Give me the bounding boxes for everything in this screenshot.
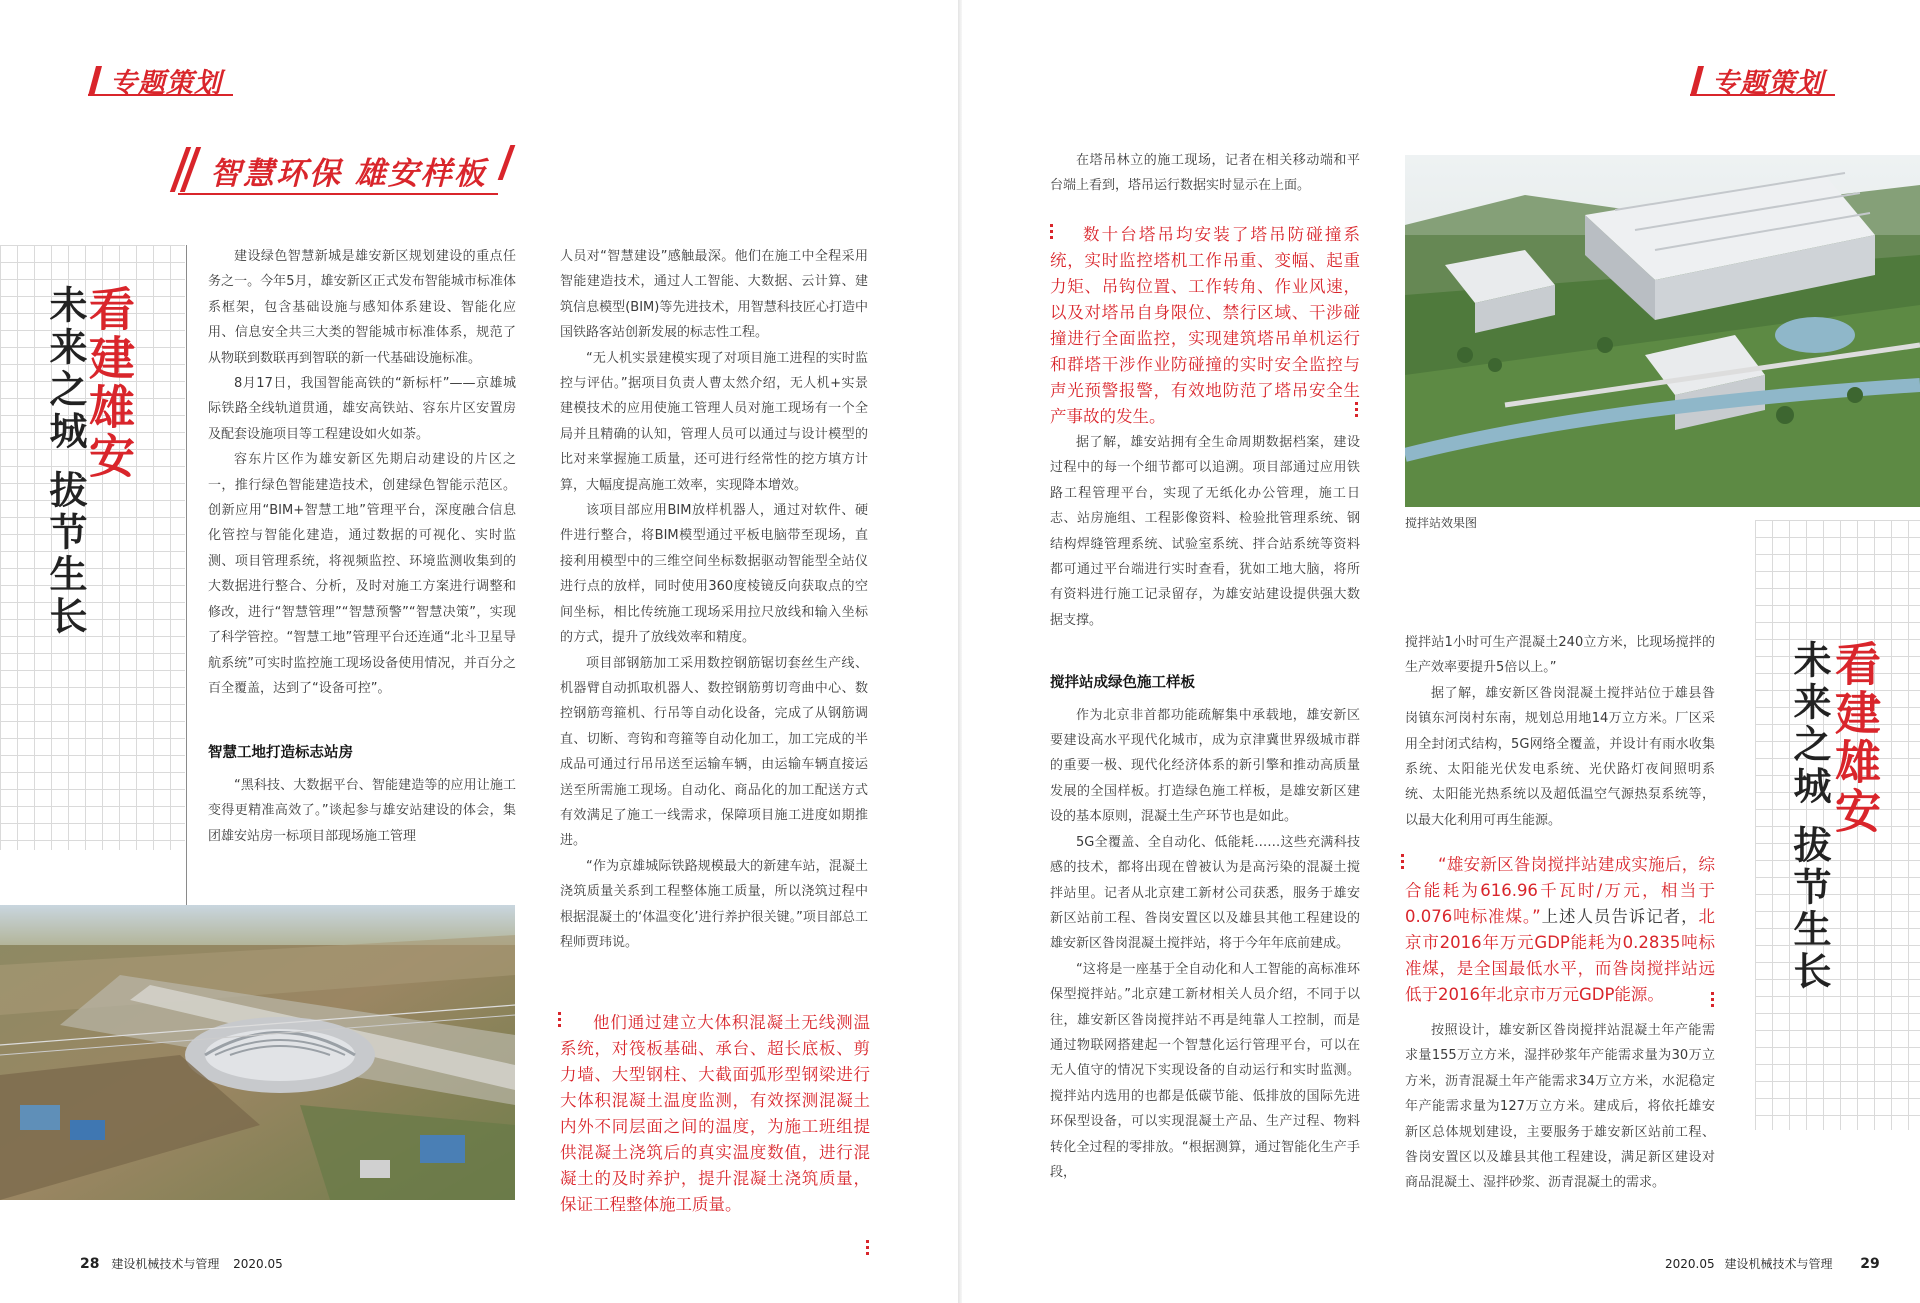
pull-quote-right-2-attribution: 上述人员告诉记者，	[1540, 907, 1699, 926]
section-tag-left-text: 专题策划	[110, 68, 222, 99]
body-paragraph: “这将是一座基于全自动化和人工智能的高标准环保型搅拌站。”北京建工新材相关人员介绍，不同于以往，雄安新区昝岗搅拌站不再是纯靠人工控制，而是通过物联网搭建起一个智慧化运行管理平台，可以在无人值守的情况下实现设备的自动运行和实时监测。搅拌站内选用的也都是低碳节能、低排放的国际先进环保型设备，可以实现混凝土产品、生产过程、物料转化全过程的零排放。“根据测算，通过智能化生产手段，	[1050, 961, 1360, 1180]
photo-caption: 搅拌站效果图	[1405, 516, 1478, 530]
page-number-right: 29	[1860, 1256, 1880, 1272]
footer-right	[1665, 1255, 1888, 1272]
body-paragraph: 该项目部应用BIM放样机器人，通过对软件、硬件进行整合，将BIM模型通过平板电脑带至现场，直接利用模型中的三维空间坐标数据驱动智能型全站仪进行点的放样，同时使用360度棱镜反向获取点的空间坐标，相比传统施工现场采用拉尺放线和输入坐标的方式，提升了放线效率和精度。	[560, 503, 868, 646]
body-paragraph: 搅拌站1小时可生产混凝土240立方米，比现场搅拌的生产效率要提升5倍以上。”	[1405, 635, 1715, 676]
pull-quote-right-1	[1050, 222, 1360, 430]
right-column-2-top	[1405, 630, 1715, 833]
body-paragraph: “作为京雄城际铁路规模最大的新建车站，混凝土浇筑质量关系到工程整体施工质量，所以浇筑过程中根据混凝土的‘体温变化’进行养护很关键。”项目部总工程师贾玮说。	[560, 858, 868, 950]
footer-left	[72, 1255, 283, 1272]
section-heading: 搅拌站成绿色施工样板	[1050, 675, 1195, 692]
side-title-right: 看建雄安	[1828, 640, 1882, 836]
page-number-left: 28	[80, 1256, 100, 1272]
body-paragraph: 5G全覆盖、全自动化、低能耗……这些充满科技感的技术，都将出现在曾被认为是高污染的混凝土搅拌站里。记者从北京建工新材公司获悉，服务于雄安新区站前工程、昝岗安置区以及雄县其他工程建设的雄安新区昝岗混凝土搅拌站，将于今年年底前建成。	[1050, 834, 1360, 952]
section-tag-right	[1690, 58, 1840, 98]
pull-quote-right-2-red: “雄安新区昝岗搅拌站建成实施后，综合能耗为616.96千瓦时/万元，相当于0.076吨标准煤。”	[1405, 855, 1715, 926]
right-column-1-top	[1050, 148, 1360, 199]
journal-name-right: 建设机械技术与管理	[1724, 1257, 1833, 1271]
right-column-1-bottom	[1050, 430, 1360, 1185]
pull-quote-right-1-text: 数十台塔吊均安装了塔吊防碰撞系统，实时监控塔机工作吊重、变幅、起重力矩、吊钩位置、工作转角、作业风速，以及对塔吊自身限位、禁行区域、干涉碰撞进行全面监控，实现建筑塔吊单机运行和群塔干涉作业防碰撞的实时安全监控与声光预警报警，有效地防范了塔吊安全生产事故的发生。	[1050, 225, 1360, 426]
left-column-2	[560, 244, 868, 955]
body-paragraph: “黑科技、大数据平台、智能建造等的应用让施工变得更精准高效了。”谈起参与雄安站建设的体会，集团雄安站房一标项目部现场施工管理	[208, 777, 516, 844]
issue-left: 2020.05	[233, 1257, 283, 1271]
headline	[170, 145, 540, 197]
body-paragraph: 作为北京非首都功能疏解集中承载地，雄安新区要建设高水平现代化城市，成为京津冀世界级城市群的重要一极、现代化经济体系的新引擎和推动高质量发展的全国样板。打造绿色施工样板，是雄安新区建设的基本原则，混凝土生产环节也是如此。	[1050, 707, 1360, 825]
issue-right: 2020.05	[1665, 1257, 1715, 1271]
body-paragraph: 人员对“智慧建设”感触最深。他们在施工中全程采用智能建造技术，通过人工智能、大数据、云计算、建筑信息模型(BIM)等先进技术，用智慧科技匠心打造中国铁路客站创新发展的标志性工程。	[560, 249, 868, 341]
journal-name-left: 建设机械技术与管理	[111, 1257, 220, 1271]
section-heading: 智慧工地打造标志站房	[208, 745, 353, 762]
body-paragraph: 在塔吊林立的施工现场，记者在相关移动端和平台端上看到，塔吊运行数据实时显示在上面。	[1050, 153, 1360, 194]
right-column-2-bottom	[1405, 1018, 1715, 1196]
pull-quote-right-2-tail: 北京市2016年万元GDP能耗为0.2835吨标准煤，是全国最低水平，而昝岗搅拌站远低于2016年北京市万元GDP能源。	[1405, 907, 1716, 1004]
pull-quote-left	[560, 1010, 870, 1218]
mixing-station-rendering	[1405, 155, 1920, 507]
body-paragraph: 建设绿色智慧新城是雄安新区规划建设的重点任务之一。今年5月，雄安新区正式发布智能城市标准体系框架，包含基础设施与感知体系建设、智能化应用、信息安全共三大类的智能城市标准体系，规范了从物联到数联再到智联的新一代基础设施标准。	[208, 249, 516, 366]
body-paragraph: “无人机实景建模实现了对项目施工进程的实时监控与评估。”据项目负责人曹太然介绍，无人机+实景建模技术的应用使施工管理人员对施工现场有一个全局并且精确的认知，管理人员可以通过与设计模型的比对来掌握施工质量，还可进行经常性的挖方填方计算，大幅度提高施工效率，实现降本增效。	[560, 350, 868, 493]
section-tag-right-text: 专题策划	[1712, 68, 1824, 99]
pull-quote-right-2	[1405, 852, 1715, 1008]
left-column-1	[208, 244, 516, 849]
page-gutter	[958, 0, 962, 1303]
body-paragraph: 据了解，雄安新区昝岗混凝土搅拌站位于雄县昝岗镇东河岗村东南，规划总用地14万立方米。厂区采用全封闭式结构，5G网络全覆盖，并设计有雨水收集系统、太阳能光伏发电系统、光伏路灯夜间照明系统、太阳能光热系统以及超低温空气源热泵系统等，以最大化利用可再生能源。	[1405, 685, 1715, 828]
aerial-photo-station	[0, 905, 515, 1200]
body-paragraph: 项目部钢筋加工采用数控钢筋锯切套丝生产线、机器臂自动抓取机器人、数控钢筋剪切弯曲中心、数控钢筋弯箍机、行吊等自动化设备，完成了从钢筋调直、切断、弯钩和弯箍等自动化加工，加工完成的半成品可通过行吊吊送至运输车辆，由运输车辆直接运送至所需施工现场。自动化、商品化的加工配送方式有效满足了施工一线需求，保障项目施工进度如期推进。	[560, 655, 868, 849]
body-paragraph: 容东片区作为雄安新区先期启动建设的片区之一，推行绿色智能建造技术，创建绿色智能示范区。创新应用“BIM+智慧工地”管理平台，深度融合信息化管控与智能化建造，通过数据的可视化、实时监测、项目管理系统，将视频监控、环境监测收集到的大数据进行整合、分析，及时对施工方案进行调整和修改，进行“智慧管理”“智慧预警”“智慧决策”，实现了科学管控。“智慧工地”管理平台还连通“北斗卫星导航系统”可实时监控施工现场设备使用情况，并百分之百全覆盖，达到了“设备可控”。	[208, 452, 516, 696]
side-subtitle-left: 未来之城 拔节生长	[43, 285, 87, 639]
body-paragraph: 8月17日，我国智能高铁的“新标杆”——京雄城际铁路全线轨道贯通，雄安高铁站、容东片区安置房及配套设施项目等工程建设如火如荼。	[208, 376, 516, 442]
body-paragraph: 按照设计，雄安新区昝岗搅拌站混凝土年产能需求量155万立方米，湿拌砂浆年产能需求量为30万立方米，沥青混凝土年产能需求34万立方米，水泥稳定年产能需求量为127万立方米。建成后，将依托雄安新区总体规划建设，主要服务于雄安新区站前工程、昝岗安置区以及雄县其他工程建设，满足新区建设对商品混凝土、湿拌砂浆、沥青混凝土的需求。	[1405, 1023, 1715, 1191]
column-rule	[186, 245, 187, 905]
headline-text: 智慧环保 雄安样板	[210, 156, 487, 192]
side-title-left: 看建雄安	[82, 285, 136, 481]
side-subtitle-right: 未来之城 拔节生长	[1787, 640, 1831, 994]
pull-quote-left-text: 他们通过建立大体积混凝土无线测温系统，对筏板基础、承台、超长底板、剪力墙、大型钢柱、大截面弧形型钢梁进行大体积混凝土温度监测，有效探测混凝土内外不同层面之间的温度，为施工班组提供混凝土浇筑后的真实温度数值，进行混凝土的及时养护，提升混凝土浇筑质量，保证工程整体施工质量。	[560, 1013, 870, 1214]
body-paragraph: 据了解，雄安站拥有全生命周期数据档案，建设过程中的每一个细节都可以追溯。项目部通过应用铁路工程管理平台，实现了无纸化办公管理，施工日志、站房施组、工程影像资料、检验批管理系统、钢结构焊缝管理系统、试验室系统、拌合站系统等资料都可通过平台端进行实时查看，犹如工地大脑，将所有资料进行施工记录留存，为雄安站建设提供强大数据支撑。	[1050, 435, 1360, 628]
section-tag-left	[88, 58, 238, 98]
